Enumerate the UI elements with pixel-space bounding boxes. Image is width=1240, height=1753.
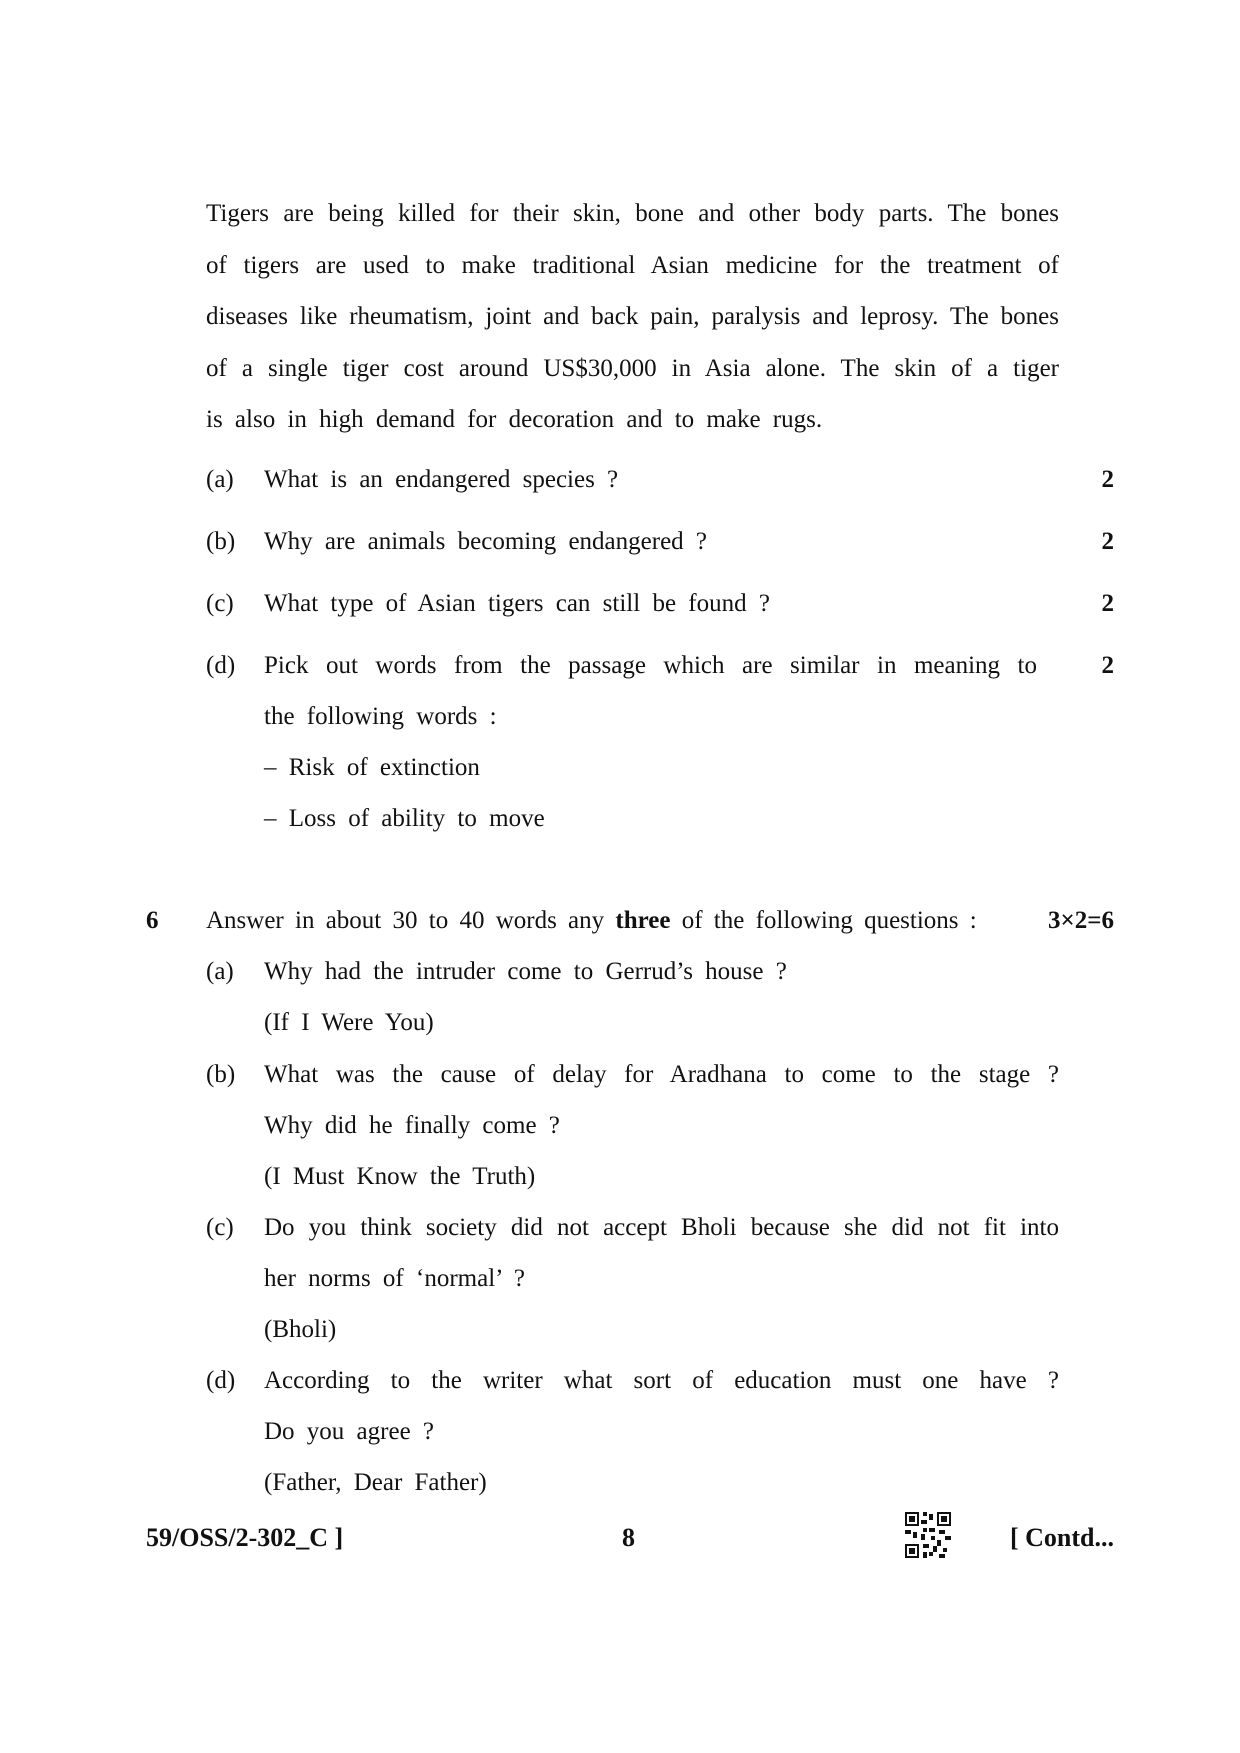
question-instruction xyxy=(206,907,977,935)
page-number: 8 xyxy=(622,1523,635,1552)
source-row xyxy=(0,1009,1240,1039)
question-line xyxy=(0,1112,1240,1142)
question-line xyxy=(0,1265,1240,1295)
item-marks: 2 xyxy=(1101,528,1114,555)
item-text: Why did he finally come ? xyxy=(264,1112,560,1139)
item-label: (b) xyxy=(206,1061,236,1088)
item-source: (If I Were You) xyxy=(264,1009,434,1036)
instruction-text: Answer in about 30 to 40 words any xyxy=(206,907,616,934)
source-row xyxy=(0,1469,1240,1499)
paper-code: 59/OSS/2-302_C ] xyxy=(146,1523,344,1552)
source-row xyxy=(0,1163,1240,1193)
question-number: 6 xyxy=(146,907,159,934)
item-marks: 2 xyxy=(1101,466,1114,493)
item-label: (c) xyxy=(206,590,234,617)
question-6a xyxy=(0,958,1240,988)
instruction-text: of the following questions : xyxy=(670,907,977,934)
item-text: Pick out words from the passage which are similar in meaning to xyxy=(264,652,1037,679)
item-label: (d) xyxy=(206,652,236,679)
qr-code-icon xyxy=(905,1512,951,1558)
question-6d xyxy=(0,1367,1240,1397)
item-marks: 2 xyxy=(1101,652,1114,679)
question-6-header xyxy=(0,907,1240,937)
question-5d xyxy=(0,652,1240,682)
contd-label: [ Contd... xyxy=(1009,1523,1114,1552)
page-footer xyxy=(0,1523,1240,1553)
question-line xyxy=(0,1418,1240,1448)
item-source: (Bholi) xyxy=(264,1316,337,1343)
item-label: (c) xyxy=(206,1214,234,1241)
bullet-item xyxy=(0,805,1240,835)
item-text: What is an endangered species ? xyxy=(264,466,619,493)
item-label: (d) xyxy=(206,1367,236,1394)
passage xyxy=(206,188,1059,446)
question-marks: 3×2=6 xyxy=(1048,907,1114,934)
bullet-item xyxy=(0,754,1240,784)
item-text: Do you agree ? xyxy=(264,1418,435,1445)
item-text: the following words : xyxy=(264,703,497,730)
question-6b xyxy=(0,1061,1240,1091)
bullet-text: – Risk of extinction xyxy=(264,754,480,781)
item-text: Why are animals becoming endangered ? xyxy=(264,528,708,555)
question-5c xyxy=(0,590,1240,620)
item-text: What type of Asian tigers can still be found ? xyxy=(264,590,770,617)
source-row xyxy=(0,1316,1240,1346)
item-label: (a) xyxy=(206,958,234,985)
item-text: What was the cause of delay for Aradhana to come to the stage ? xyxy=(264,1061,1059,1088)
passage-line: is also in high demand for decoration and to make rugs. xyxy=(206,406,823,433)
item-source: (Father, Dear Father) xyxy=(264,1469,487,1496)
item-text: Do you think society did not accept Bholi because she did not fit into xyxy=(264,1214,1059,1241)
item-text: Why had the intruder come to Gerrud’s house ? xyxy=(264,958,787,985)
question-5d-line2 xyxy=(0,703,1240,733)
question-5a xyxy=(0,466,1240,496)
item-label: (b) xyxy=(206,528,236,555)
item-label: (a) xyxy=(206,466,234,493)
passage-line: Tigers are being killed for their skin, bone and other body parts. The bones xyxy=(206,200,1059,227)
passage-line: of tigers are used to make traditional Asian medicine for the treatment of xyxy=(206,251,1059,279)
instruction-emphasis: three xyxy=(615,907,671,934)
bullet-text: – Loss of ability to move xyxy=(264,805,545,832)
passage-line: diseases like rheumatism, joint and back pain, paralysis and leprosy. The bones xyxy=(206,303,1059,330)
item-marks: 2 xyxy=(1101,590,1114,617)
item-text: her norms of ‘normal’ ? xyxy=(264,1265,525,1292)
item-source: (I Must Know the Truth) xyxy=(264,1163,536,1190)
question-6c xyxy=(0,1214,1240,1244)
question-5b xyxy=(0,528,1240,558)
item-text: According to the writer what sort of education must one have ? xyxy=(264,1367,1059,1394)
passage-line: of a single tiger cost around US$30,000 in Asia alone. The skin of a tiger xyxy=(206,354,1059,382)
